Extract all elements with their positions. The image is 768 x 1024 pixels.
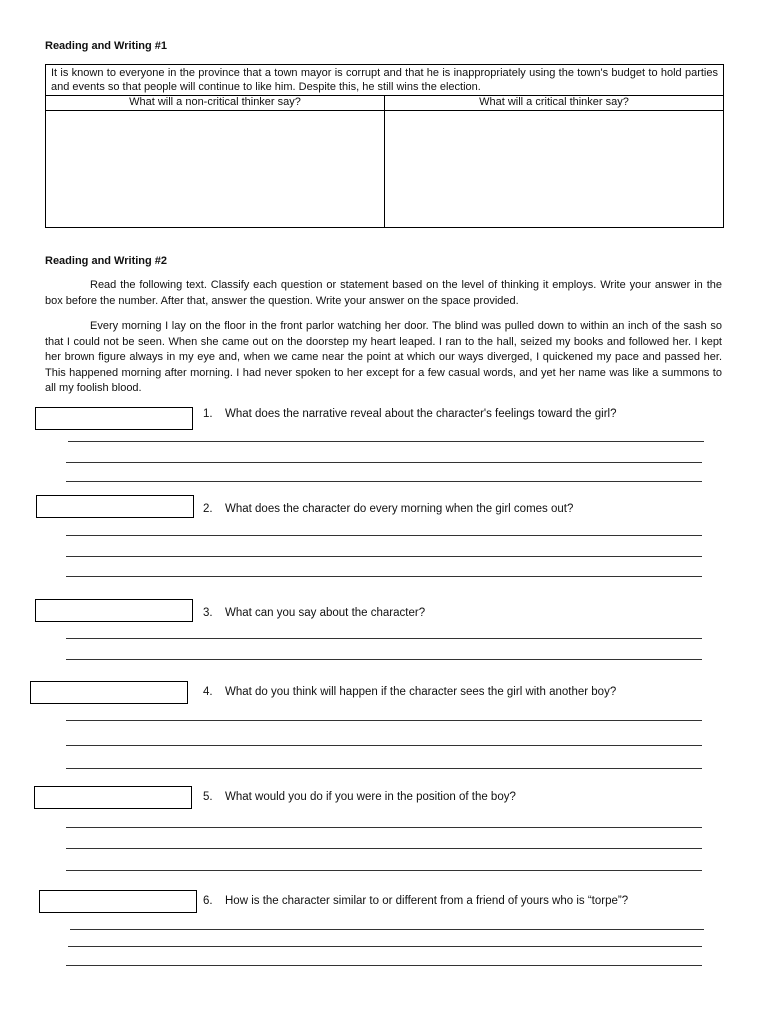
answer-line[interactable] xyxy=(66,745,702,746)
answer-line[interactable] xyxy=(66,576,702,577)
rw1-heading: Reading and Writing #1 xyxy=(45,40,168,52)
critical-thinker-answer-cell[interactable] xyxy=(385,111,723,227)
rw2-heading: Reading and Writing #2 xyxy=(45,255,168,267)
classification-box-5[interactable] xyxy=(34,786,192,809)
answer-line[interactable] xyxy=(66,535,702,536)
answer-line[interactable] xyxy=(68,441,704,442)
question-number: 1. xyxy=(203,408,213,420)
question-2 xyxy=(203,503,573,515)
answer-line[interactable] xyxy=(66,827,702,828)
non-critical-thinker-answer-cell[interactable] xyxy=(46,111,385,227)
answer-line[interactable] xyxy=(66,556,702,557)
classification-box-4[interactable] xyxy=(30,681,188,704)
answer-line[interactable] xyxy=(66,965,702,966)
question-text: What do you think will happen if the character sees the girl with another boy? xyxy=(225,686,617,698)
question-4 xyxy=(203,686,616,698)
answer-line[interactable] xyxy=(66,870,702,871)
answer-line[interactable] xyxy=(66,638,702,639)
question-text: What can you say about the character? xyxy=(225,607,426,619)
question-3 xyxy=(203,607,425,619)
classification-box-1[interactable] xyxy=(35,407,193,430)
answer-line[interactable] xyxy=(66,848,702,849)
question-number: 6. xyxy=(203,895,213,907)
rw2-passage: Every morning I lay on the floor in the front parlor watching her door. The blind was pulled down to within an inch of the sash so that I could not be seen. When she came out on the doorstep my heart leaped. I ran to the hall, seized my books and followed her. I kept her brown figure always in my eye and, when we came near the point at which our ways diverged, I quickened my pace and passed her. This happened morning after morning. I had never spoken to her except for a few casual words, and yet her name was like a summons to all my foolish blood. xyxy=(45,320,722,394)
question-number: 5. xyxy=(203,791,213,803)
answer-line[interactable] xyxy=(66,481,702,482)
rw1-prompt: It is known to everyone in the province that a town mayor is corrupt and that he is inappropriately using the town's budget to hold parties and events so that people will continue to like him. Despite this, he still wins the election. xyxy=(46,65,723,96)
answer-line[interactable] xyxy=(66,659,702,660)
classification-box-2[interactable] xyxy=(36,495,194,518)
answer-line[interactable] xyxy=(66,462,702,463)
critical-thinker-header: What will a critical thinker say? xyxy=(385,96,723,111)
classification-box-3[interactable] xyxy=(35,599,193,622)
answer-line[interactable] xyxy=(70,929,704,930)
non-critical-thinker-header: What will a non-critical thinker say? xyxy=(46,96,385,111)
question-5 xyxy=(203,791,516,803)
question-number: 3. xyxy=(203,607,213,619)
question-number: 4. xyxy=(203,686,213,698)
rw2-instructions: Read the following text. Classify each question or statement based on the level of thinking it employs. Write your answer in the box before the number. After that, answer the question. Write your answer on the space provided. xyxy=(45,279,722,307)
question-text: What would you do if you were in the position of the boy? xyxy=(225,791,516,803)
question-text: What does the character do every morning when the girl comes out? xyxy=(225,503,574,515)
question-6 xyxy=(203,895,628,907)
rw1-table xyxy=(45,64,724,228)
question-1 xyxy=(203,408,617,420)
question-number: 2. xyxy=(203,503,213,515)
answer-line[interactable] xyxy=(66,720,702,721)
classification-box-6[interactable] xyxy=(39,890,197,913)
question-text: What does the narrative reveal about the character's feelings toward the girl? xyxy=(225,408,617,420)
answer-line[interactable] xyxy=(68,946,702,947)
question-text: How is the character similar to or different from a friend of yours who is “torpe”? xyxy=(225,895,629,907)
answer-line[interactable] xyxy=(66,768,702,769)
